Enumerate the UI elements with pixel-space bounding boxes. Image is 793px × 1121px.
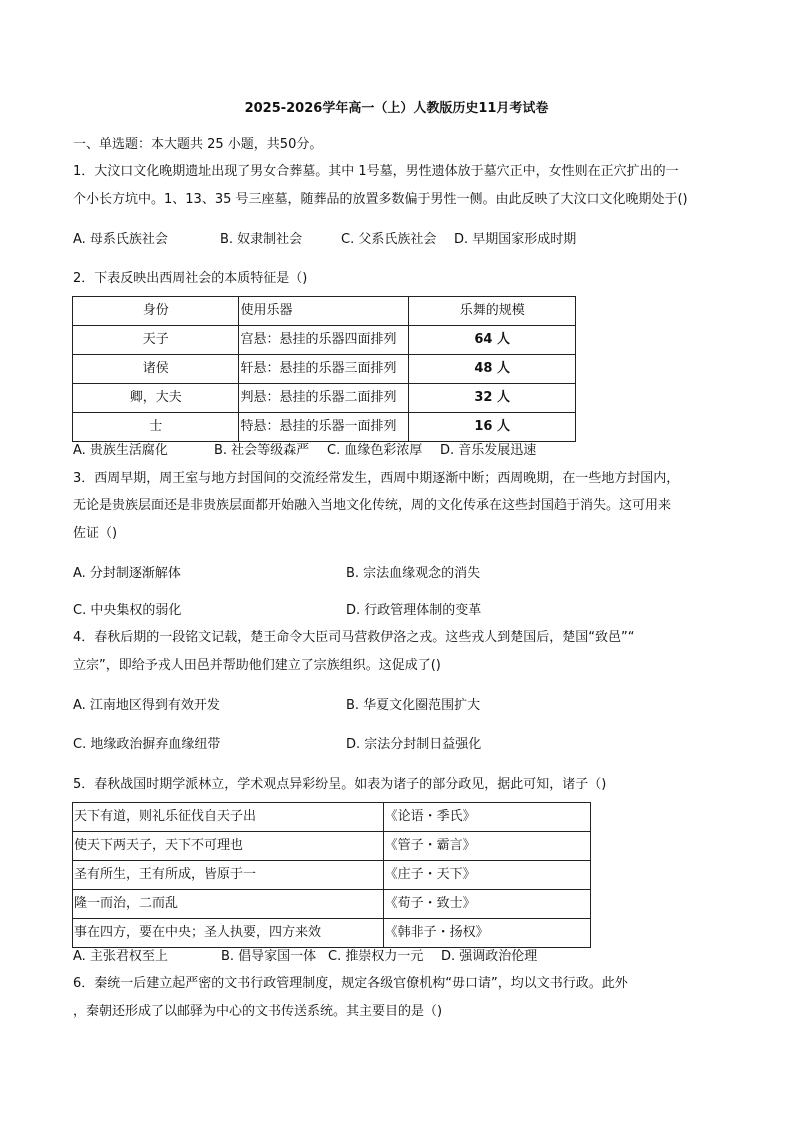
table-row xyxy=(73,832,591,861)
q3-option-b: B. 宗法血缘观念的消失 xyxy=(346,566,481,581)
q3-stem-line2: 无论是贵族层面还是非贵族层面都开始融入当地文化传统，周的文化传承在这些封国趋于消失。这可用来 xyxy=(73,498,672,513)
table-row xyxy=(73,326,576,355)
table-row xyxy=(73,384,576,413)
table-cell: 圣有所生，王有所成，皆原于一 xyxy=(73,861,384,890)
table-cell: 16 人 xyxy=(409,413,576,442)
q4-option-b: B. 华夏文化圈范围扩大 xyxy=(346,698,481,713)
q2-table xyxy=(72,296,576,442)
table-cell: 卿，大夫 xyxy=(73,384,239,413)
q6-stem-line2: ，秦朝还形成了以邮驿为中心的文书传送系统。其主要目的是（) xyxy=(73,1004,443,1019)
q1-option-c: C. 父系氏族社会 xyxy=(341,232,437,247)
section-heading: 一、单选题：本大题共 25 小题，共50分。 xyxy=(73,137,323,152)
table-cell: 《管子・霸言》 xyxy=(383,832,590,861)
table-cell: 48 人 xyxy=(409,355,576,384)
table-cell: 事在四方，要在中央；圣人执要，四方来效 xyxy=(73,919,384,948)
q5-table xyxy=(72,802,591,948)
q4-option-d: D. 宗法分封制日益强化 xyxy=(346,737,482,752)
q6-stem-line1: 6．秦统一后建立起严密的文书行政管理制度，规定各级官僚机构“毋口请”，均以文书行政。此外 xyxy=(73,976,628,991)
q1-option-a: A. 母系氏族社会 xyxy=(73,232,168,247)
table-header: 乐舞的规模 xyxy=(409,297,576,326)
table-cell: 宫悬：悬挂的乐器四面排列 xyxy=(239,326,409,355)
table-cell: 士 xyxy=(73,413,239,442)
table-cell: 《庄子・天下》 xyxy=(383,861,590,890)
q2-option-b: B. 社会等级森严 xyxy=(214,443,310,458)
table-cell: 使天下两天子，天下不可理也 xyxy=(73,832,384,861)
table-row xyxy=(73,297,576,326)
table-row xyxy=(73,413,576,442)
table-cell: 32 人 xyxy=(409,384,576,413)
table-header: 身份 xyxy=(73,297,239,326)
q4-option-a: A. 江南地区得到有效开发 xyxy=(73,698,220,713)
table-cell: 64 人 xyxy=(409,326,576,355)
q4-option-c: C. 地缘政治摒弃血缘纽带 xyxy=(73,737,221,752)
q1-stem-line1: 1．大汶口文化晚期遗址出现了男女合葬墓。其中 1号墓，男性遗体放于墓穴正中，女性则在正穴扩出的一 xyxy=(73,164,679,179)
q5-option-a: A. 主张君权至上 xyxy=(73,949,168,964)
table-cell: 天下有道，则礼乐征伐自天子出 xyxy=(73,803,384,832)
q3-stem-line1: 3．西周早期，周王室与地方封国间的交流经常发生，西周中期逐渐中断；西周晚期，在一些地方封国内， xyxy=(73,471,680,486)
q1-stem-line2: 个小长方坑中。1、13、35 号三座墓，随葬品的放置多数偏于男性一侧。由此反映了大汶口文化晚期处于() xyxy=(73,192,688,207)
q4-stem-line2: 立宗”，即给予戎人田邑并帮助他们建立了宗族组织。这促成了() xyxy=(73,658,441,673)
table-cell: 诸侯 xyxy=(73,355,239,384)
table-header: 使用乐器 xyxy=(239,297,409,326)
q2-option-c: C. 血缘色彩浓厚 xyxy=(327,443,423,458)
table-cell: 《荀子・致士》 xyxy=(383,890,590,919)
table-cell: 天子 xyxy=(73,326,239,355)
q3-option-a: A. 分封制逐渐解体 xyxy=(73,566,181,581)
q1-option-d: D. 早期国家形成时期 xyxy=(454,232,577,247)
q5-stem: 5．春秋战国时期学派林立，学术观点异彩纷呈。如表为诸子的部分政见，据此可知，诸子（) xyxy=(73,777,607,792)
table-row xyxy=(73,861,591,890)
table-row xyxy=(73,355,576,384)
exam-title: 2025-2026学年高一（上）人教版历史11月考试卷 xyxy=(244,101,549,116)
table-cell: 隆一而治，二而乱 xyxy=(73,890,384,919)
table-cell: 判悬：悬挂的乐器二面排列 xyxy=(239,384,409,413)
q5-option-b: B. 倡导家国一体 xyxy=(221,949,317,964)
q2-option-d: D. 音乐发展迅速 xyxy=(440,443,537,458)
q4-stem-line1: 4．春秋后期的一段铭文记载，楚王命令大臣司马营救伊洛之戎。这些戎人到楚国后，楚国“致邑”“ xyxy=(73,630,635,645)
table-row xyxy=(73,919,591,948)
q3-option-d: D. 行政管理体制的变革 xyxy=(346,603,482,618)
table-cell: 轩悬：悬挂的乐器三面排列 xyxy=(239,355,409,384)
q3-option-c: C. 中央集权的弱化 xyxy=(73,603,182,618)
q2-stem: 2．下表反映出西周社会的本质特征是（) xyxy=(73,271,308,286)
table-row xyxy=(73,803,591,832)
table-cell: 《韩非子・扬权》 xyxy=(383,919,590,948)
table-cell: 《论语・季氏》 xyxy=(383,803,590,832)
q2-option-a: A. 贵族生活腐化 xyxy=(73,443,168,458)
table-row xyxy=(73,890,591,919)
table-cell: 特悬：悬挂的乐器一面排列 xyxy=(239,413,409,442)
q5-option-c: C. 推崇权力一元 xyxy=(328,949,424,964)
q3-stem-line3: 佐证（) xyxy=(73,526,118,541)
q1-option-b: B. 奴隶制社会 xyxy=(220,232,303,247)
q5-option-d: D. 强调政治伦理 xyxy=(441,949,538,964)
